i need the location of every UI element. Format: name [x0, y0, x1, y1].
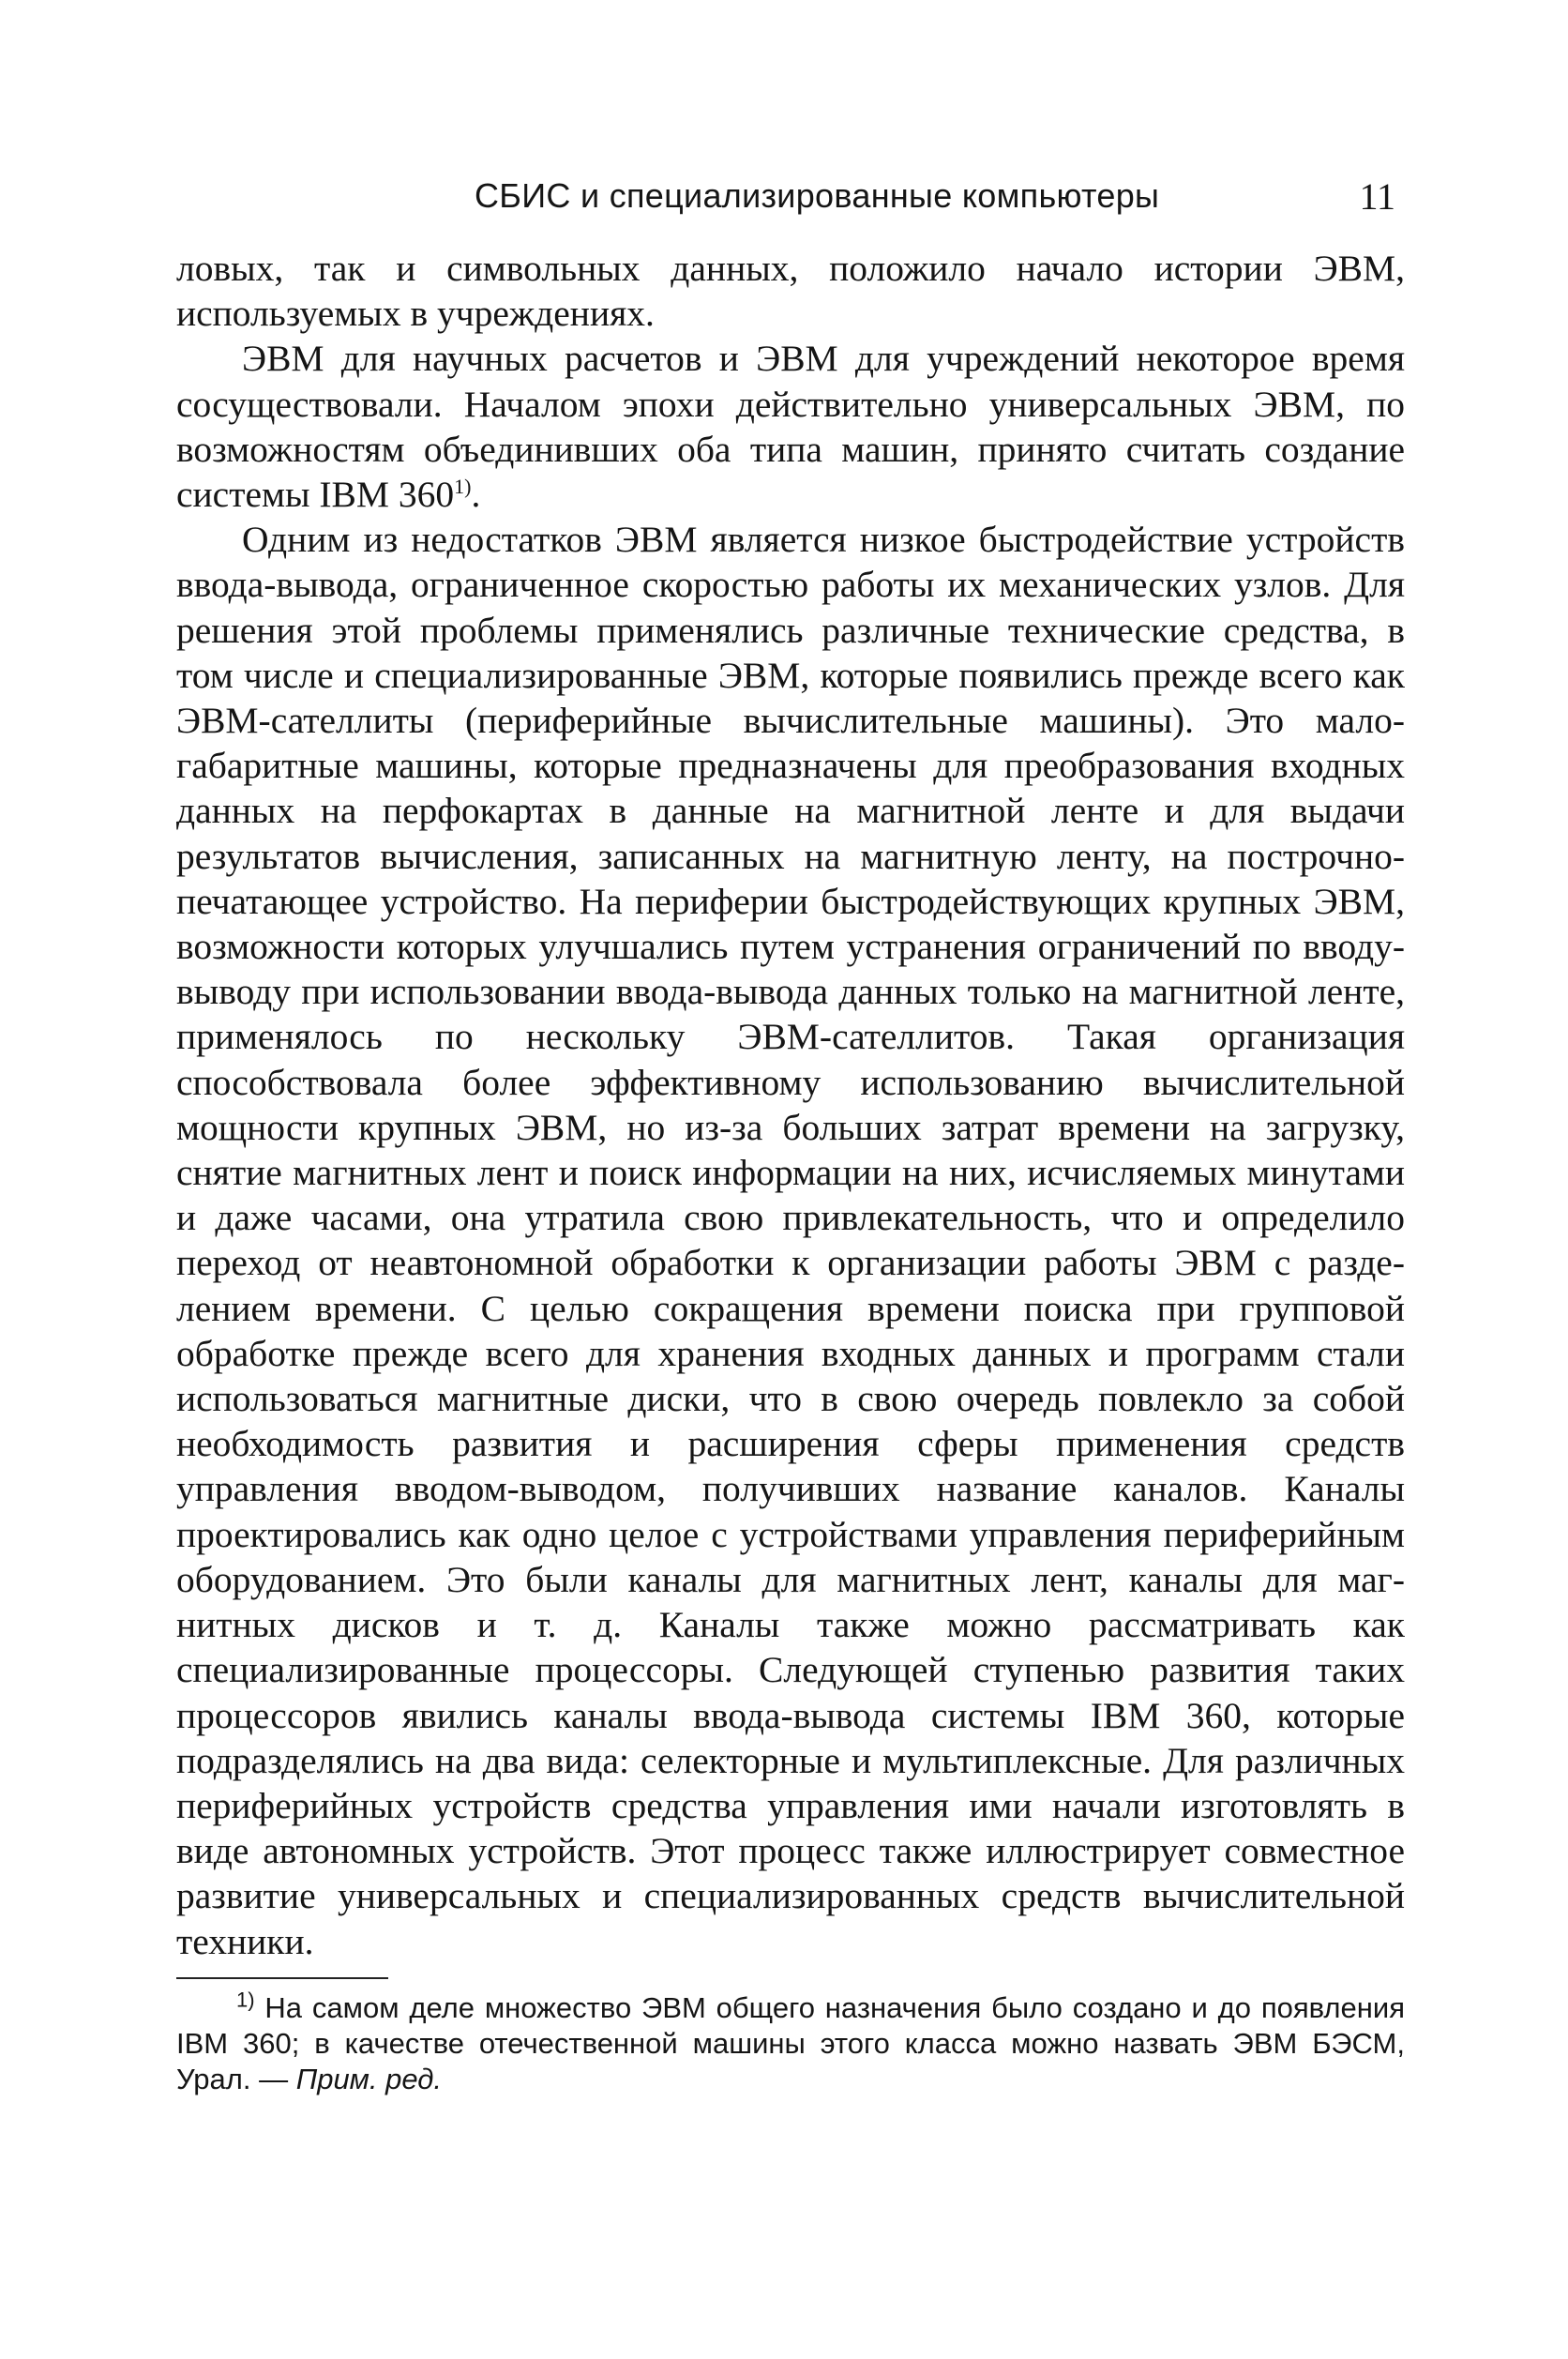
running-title: СБИС и специализированные компьютеры	[475, 176, 1160, 215]
paragraph-text: ЭВМ для научных расчетов и ЭВМ для учреждений некоторое время сосуществовали. Началом эпохи действительно универсальных ЭВМ, по возможностям объединивших оба типа машин, принято считать создание системы IBM 360	[176, 338, 1405, 516]
paragraph-text: Одним из недостатков ЭВМ является низкое быстродействие устройств ввода-вывода, ограниченное скоростью работы их механических узлов. Для решения этой проблемы применялись различные технические средства, в том числе и специализированные ЭВМ, которые появились прежде всего как ЭВМ-сателлиты (периферийные вычислительные машины). Это малогабаритные машины, которые предназначены для преобразования входных данных на перфокартах в данные на магнитной ленте и для выдачи результатов вычисления, записанных на магнитную ленту, на построчно-печатающее устройство. На периферии быстродействующих крупных ЭВМ, возможности которых улучшались путем устранения ограничений по вводу-выводу при использовании ввода-вывода данных только на магнитной ленте, применялось по нескольку ЭВМ-сателлитов. Такая организация способствовала более эффективному использованию вычислительной мощности крупных ЭВМ, но из-за больших затрат времени на загрузку, снятие магнитных лент и поиск информации на них, исчисляемых минутами и даже часами, она утратила свою привлекательность, что и определило переход от неавтономной обработки к организации работы ЭВМ с разделением времени. С целью сокращения времени поиска при групповой обработке прежде всего для хранения входных данных и программ стали использоваться магнитные диски, что в свою очередь повлекло за собой необходимость развития и расширения сферы применения средств управления вводом-выводом, получивших название каналов. Каналы проектировались как одно целое с устройствами управления периферийным оборудованием. Это были каналы для магнитных лент, каналы для магнитных дисков и т. д. Каналы также можно рассматривать как специализированные процессоры. Следующей ступенью развития таких процессоров явились каналы ввода-вывода системы IBM 360, которые подразделялись на два вида: селекторные и мультиплексные. Для различных периферийных устройств средства управления ими начали изготовлять в виде автономных устройств. Этот процесс также иллюстрирует совместное развитие универсальных и специализированных средств вычислительной техники.	[176, 519, 1405, 1962]
running-head	[176, 169, 1405, 218]
page-number: 11	[1359, 175, 1395, 218]
paragraph-io-channels	[176, 517, 1405, 1964]
footnote-paragraph	[176, 1990, 1405, 2097]
footnote-marker: 1)	[236, 1988, 255, 2012]
paragraph-universal-computers	[176, 336, 1405, 517]
footnote-reference: 1)	[454, 474, 472, 498]
footnote-divider	[176, 1977, 388, 1979]
paragraph-text: ловых, так и символьных данных, положило начало истории ЭВМ, используемых в учреждениях.	[176, 248, 1405, 335]
footnote-text: На самом деле множество ЭВМ общего назначения было создано и до появления IBM 360; в качестве отечественной машины этого класса можно назвать ЭВМ БЭСМ, Урал. —	[176, 1990, 1405, 2095]
body-text	[176, 246, 1405, 1964]
paragraph-end-punctuation: .	[471, 474, 481, 516]
editor-note: Прим. ред.	[295, 2062, 443, 2095]
paragraph-continuation	[176, 246, 1405, 336]
footnote	[176, 1990, 1405, 2097]
book-page	[176, 169, 1405, 2097]
